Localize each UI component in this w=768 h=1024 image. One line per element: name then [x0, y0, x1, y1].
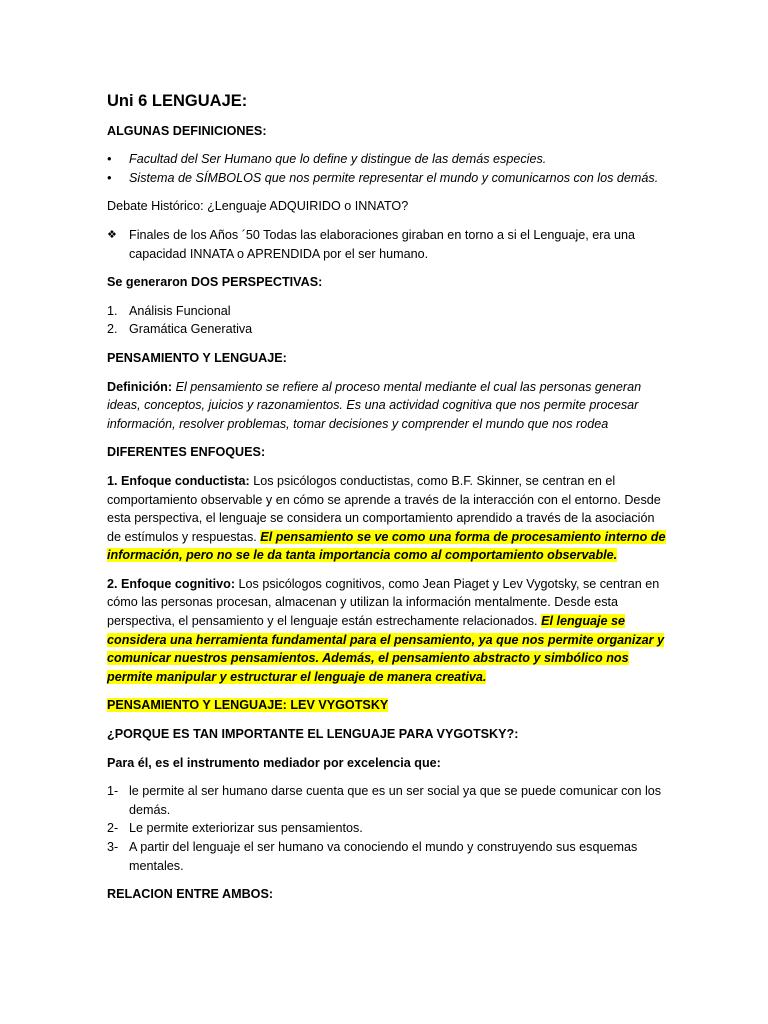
list-item — [107, 226, 667, 263]
pensamiento-heading: PENSAMIENTO Y LENGUAJE: — [107, 350, 287, 365]
vygotsky-heading — [107, 696, 667, 715]
list-item — [107, 819, 667, 838]
definicion-label: Definición: — [107, 379, 173, 394]
conductista-text: Los psicólogos conductistas, como B.F. Skinner, se centran en el comportamiento observable y en cómo se aprende a través de la interacción con el entorno. Desde esta perspectiva, el lenguaje se considera un comportamiento aprendido a través de la asociación de estímulos y respuestas. — [107, 473, 661, 544]
list-item-text: Gramática Generativa — [129, 322, 253, 337]
bullet-icon: • — [107, 170, 112, 185]
conductista-label: 1. Enfoque conductista: — [107, 473, 250, 488]
perspectivas-list — [107, 302, 667, 339]
cognitivo-highlight: El lenguaje se considera una herramienta fundamental para el pensamiento, ya que nos permite organizar y comunicar nuestros pensamientos. Además, el pensamiento abstracto y simbólico nos permite manipular y estructurar el lenguaje de manera creativa. — [107, 614, 665, 684]
list-item-text: Finales de los Años ´50 Todas las elaboraciones giraban en torno a si el Lenguaje, era una capacidad INNATA o APRENDIDA por el ser humano. — [129, 227, 635, 261]
bullet-icon: • — [107, 152, 112, 167]
list-item — [107, 782, 667, 819]
list-item-text: Le permite exteriorizar sus pensamientos. — [129, 821, 363, 836]
debate-list — [107, 226, 667, 263]
list-item — [107, 320, 667, 339]
list-item-text: le permite al ser humano darse cuenta que es un ser social ya que se puede comunicar con los demás. — [129, 784, 662, 817]
conductista-highlight: El pensamiento se ve como una forma de procesamiento interno de información, pero no se le da tanta importancia como al comportamiento observable. — [107, 529, 666, 563]
list-number: 2- — [107, 821, 119, 836]
list-item-text: Sistema de SÍMBOLOS que nos permite representar el mundo y comunicarnos con los demás. — [129, 170, 659, 185]
list-item — [107, 838, 667, 875]
cognitivo-text: Los psicólogos cognitivos, como Jean Piaget y Lev Vygotsky, se centran en cómo las personas procesan, almacenan y utilizan la información mentalmente. Desde esta perspectiva, el pensamiento y el lenguaje están estrechamente relacionados. — [107, 576, 660, 629]
list-number: 3- — [107, 840, 119, 854]
vygotsky-intro: Para él, es el instrumento mediador por excelencia que: — [107, 755, 441, 770]
list-item — [107, 302, 667, 321]
vygotsky-list — [107, 782, 667, 875]
document-content — [107, 92, 667, 914]
debate-text: Debate Histórico: ¿Lenguaje ADQUIRIDO o INNATO? — [107, 199, 409, 214]
definicion-paragraph — [107, 378, 667, 434]
perspectivas-heading: Se generaron DOS PERSPECTIVAS: — [107, 275, 323, 290]
definiciones-heading: ALGUNAS DEFINICIONES: — [107, 123, 267, 138]
cognitivo-paragraph — [107, 575, 667, 687]
list-number: 1- — [107, 784, 119, 799]
list-number: 2. — [107, 322, 118, 337]
vygotsky-question: ¿PORQUE ES TAN IMPORTANTE EL LENGUAJE PARA VYGOTSKY?: — [107, 727, 519, 742]
definicion-text: El pensamiento se refiere al proceso mental mediante el cual las personas generan ideas, conceptos, juicios y razonamientos. Es una actividad cognitiva que nos permite procesar información, resolver problemas, tomar decisiones y comprender el mundo que nos rodea — [107, 379, 642, 431]
list-number: 1. — [107, 303, 118, 318]
relacion-heading: RELACION ENTRE AMBOS: — [107, 887, 274, 902]
diamond-bullet-icon: ❖ — [107, 228, 117, 241]
page-title: Uni 6 LENGUAJE: — [107, 92, 248, 110]
enfoques-heading: DIFERENTES ENFOQUES: — [107, 445, 266, 460]
cognitivo-label: 2. Enfoque cognitivo: — [107, 576, 236, 591]
list-item-text: Facultad del Ser Humano que lo define y distingue de las demás especies. — [129, 152, 547, 167]
list-item-text: A partir del lenguaje el ser humano va conociendo el mundo y construyendo sus esquemas mentales. — [129, 840, 638, 873]
list-item — [107, 150, 667, 169]
definiciones-list — [107, 150, 667, 187]
list-item — [107, 169, 667, 188]
vygotsky-heading-text: PENSAMIENTO Y LENGUAJE: LEV VYGOTSKY — [107, 698, 389, 713]
list-item-text: Análisis Funcional — [129, 303, 231, 318]
conductista-paragraph — [107, 472, 667, 565]
